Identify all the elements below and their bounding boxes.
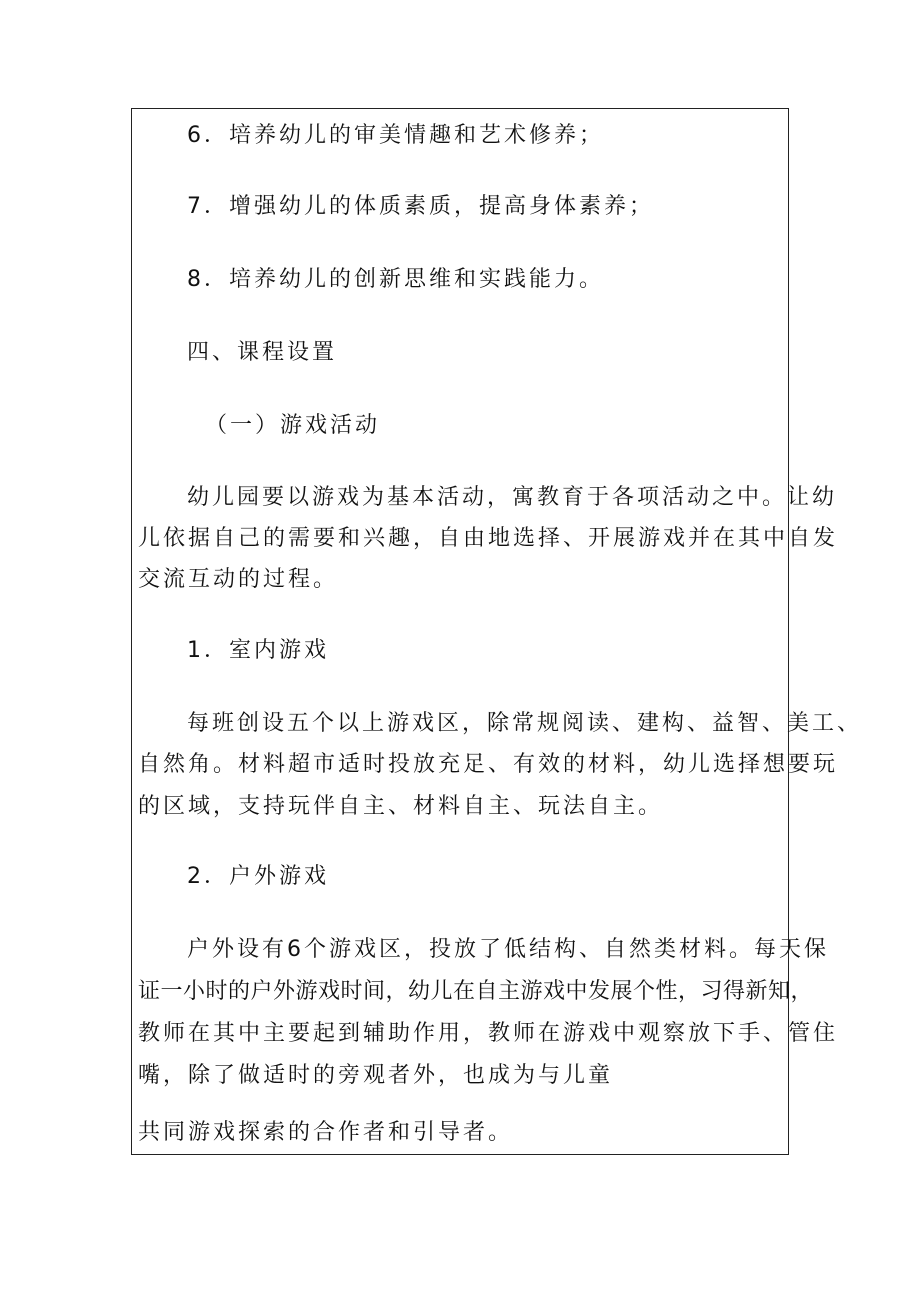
indoor-paragraph-line: 每班创设五个以上游戏区，除常规阅读、建构、益智、美工、 bbox=[187, 711, 863, 736]
indoor-paragraph-line: 自然角。材料超市适时投放充足、有效的材料，幼儿选择想要玩 bbox=[138, 752, 839, 777]
outdoor-paragraph-line: 嘴，除了做适时的旁观者外，也成为与儿童 bbox=[138, 1063, 614, 1088]
section-heading: 四、课程设置 bbox=[187, 340, 338, 365]
document-table-cell bbox=[131, 108, 863, 1155]
subsection-heading: （一）游戏活动 bbox=[205, 413, 381, 438]
outdoor-paragraph-continuation: 共同游戏探索的合作者和引导者。 bbox=[138, 1120, 514, 1145]
intro-paragraph-line: 交流互动的过程。 bbox=[138, 567, 339, 592]
indoor-paragraph-line: 的区域，支持玩伴自主、材料自主、玩法自主。 bbox=[138, 794, 664, 819]
intro-paragraph-line: 幼儿园要以游戏为基本活动，寓教育于各项活动之中。让幼 bbox=[187, 485, 838, 510]
goal-item-7: 7．增强幼儿的体质素质，提高身体素养； bbox=[187, 194, 654, 219]
goal-item-8: 8．培养幼儿的创新思维和实践能力。 bbox=[187, 267, 604, 292]
outdoor-games-heading: 2．户外游戏 bbox=[187, 864, 329, 889]
outdoor-paragraph-line: 教师在其中主要起到辅助作用，教师在游戏中观察放下手、管住 bbox=[138, 1021, 839, 1046]
outdoor-paragraph-line: 户外设有6个游戏区，投放了低结构、自然类材料。每天保 bbox=[187, 937, 829, 962]
outdoor-paragraph-line: 证一小时的户外游戏时间，幼儿在自主游戏中发展个性，习得新知， bbox=[138, 979, 814, 1004]
goal-item-6: 6．培养幼儿的审美情趣和艺术修养； bbox=[187, 123, 604, 148]
intro-paragraph-line: 儿依据自己的需要和兴趣，自由地选择、开展游戏并在其中自发 bbox=[138, 526, 839, 551]
indoor-games-heading: 1．室内游戏 bbox=[187, 638, 329, 663]
